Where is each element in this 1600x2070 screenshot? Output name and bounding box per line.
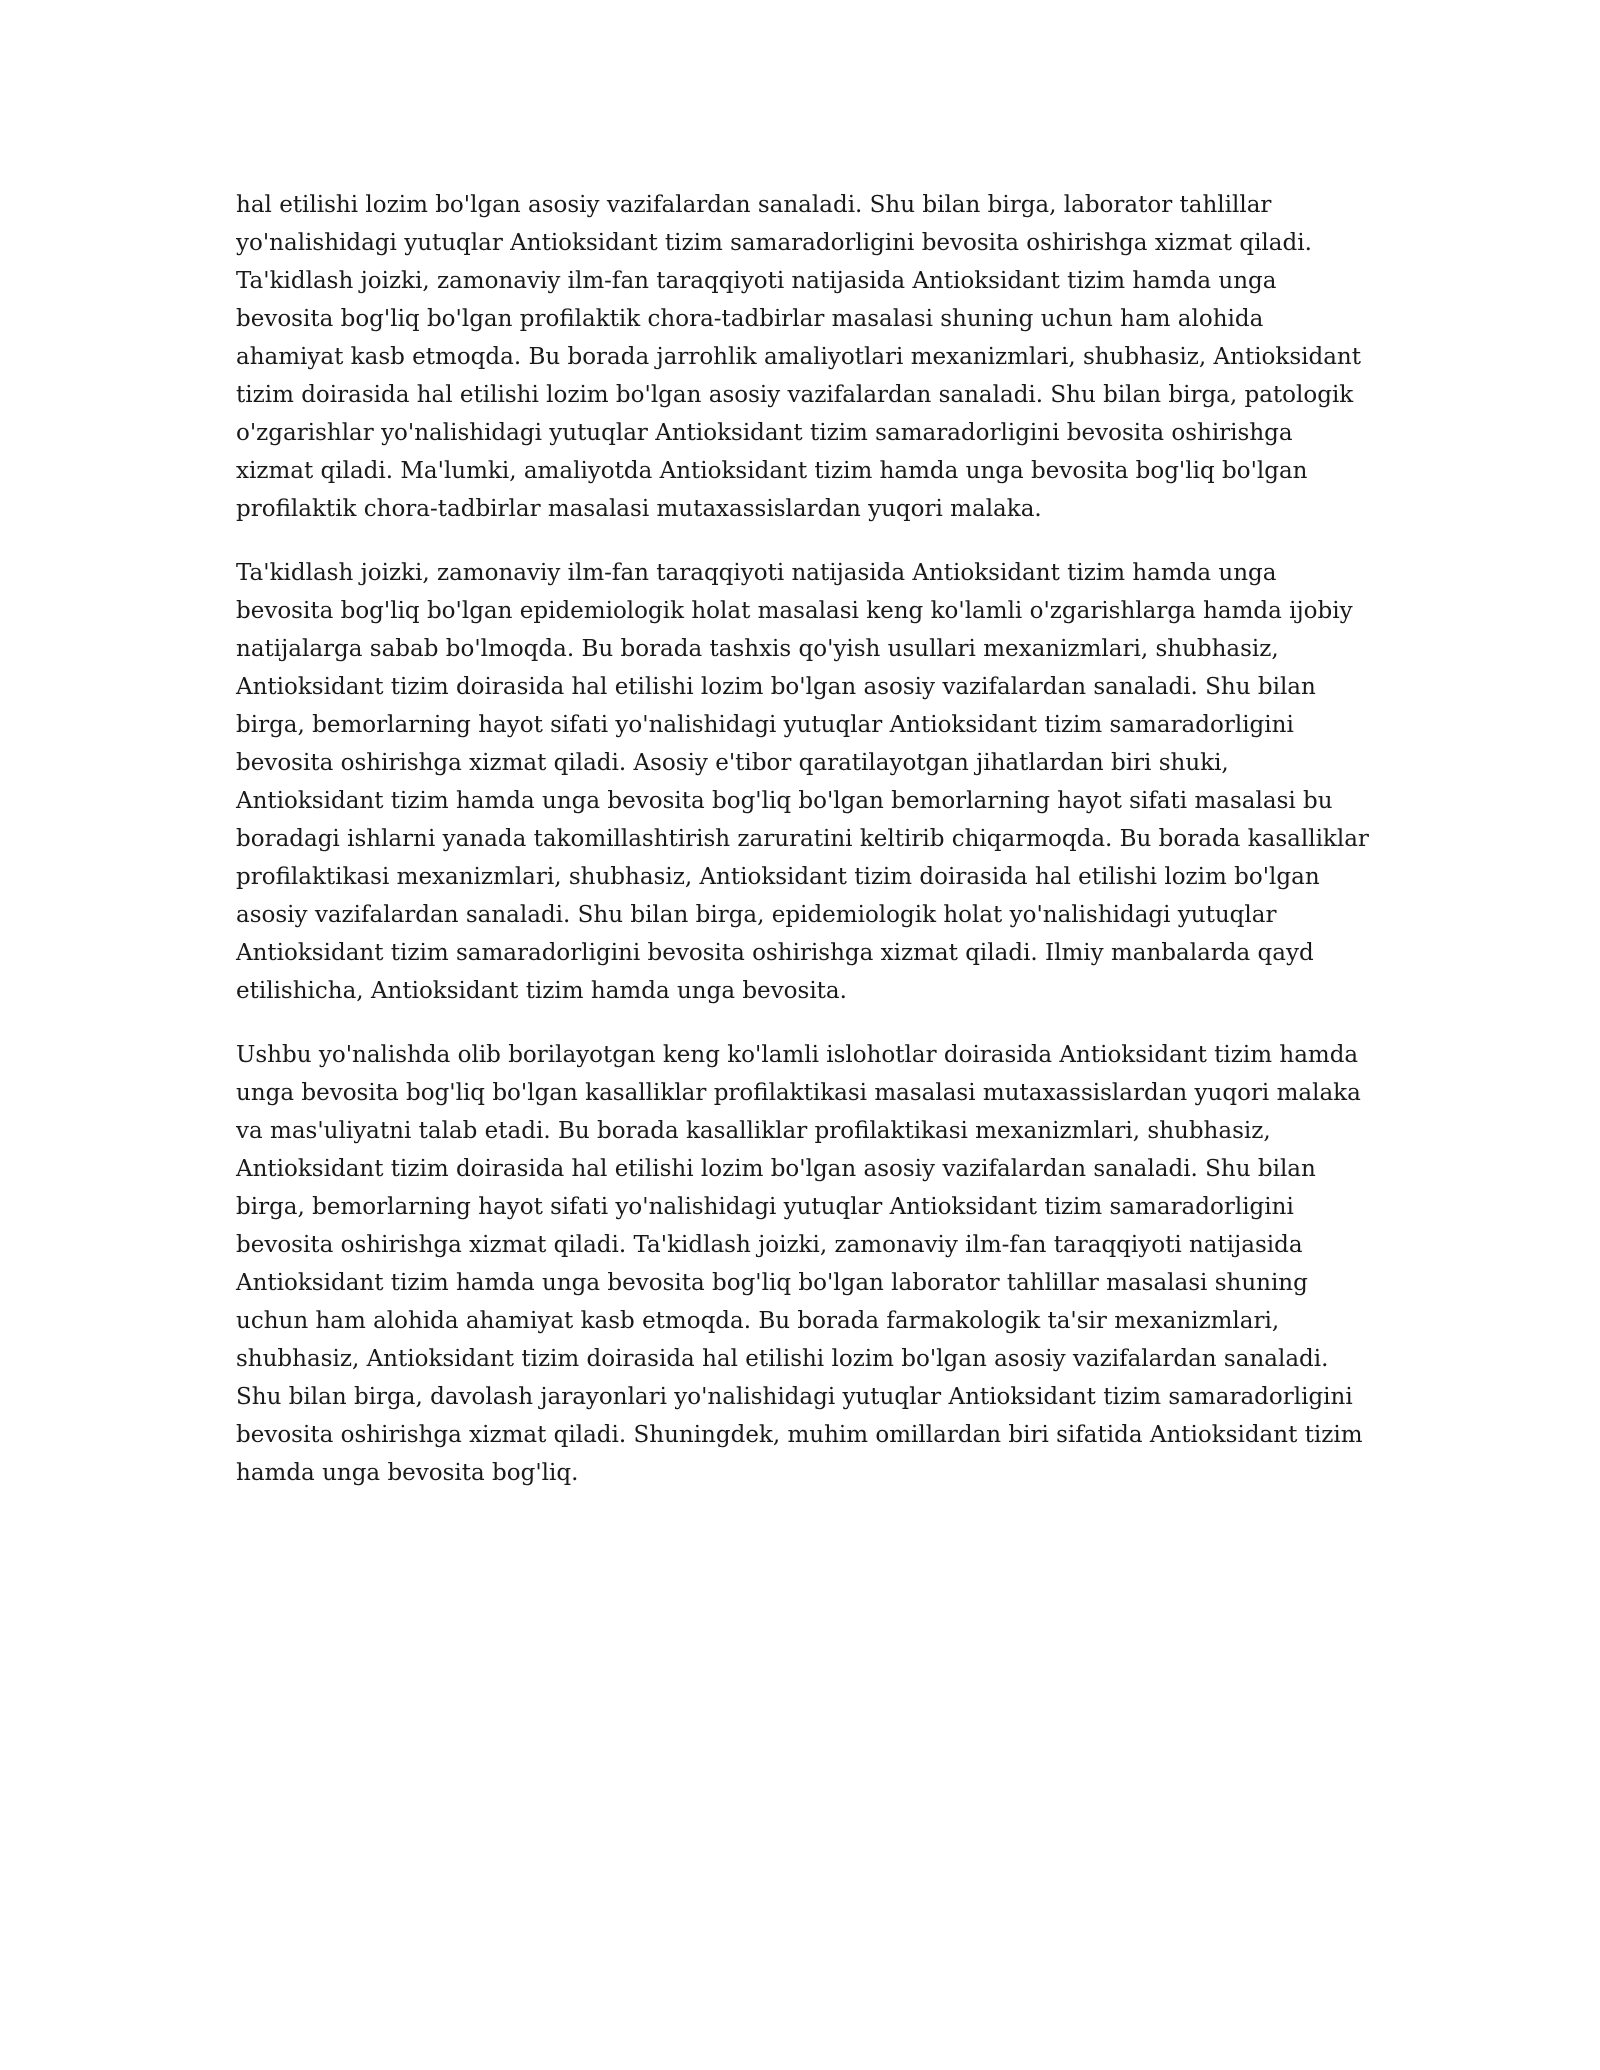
- paragraph-2: Ta'kidlash joizki, zamonaviy ilm-fan taraqqiyoti natijasida Antioksidant tizim hamda unga bevosita bog'liq bo'lgan epidemiologik holat masalasi keng ko'lamli o'zgarishlarga hamda ijobiy natijalarga sabab bo'lmoqda. Bu borada tashxis qo'yish usullari mexanizmlari, shubhasiz, Antioksidant tizim doirasida hal etilishi lozim bo'lgan asosiy vazifalardan sanaladi. Shu bilan birga, bemorlarning hayot sifati yo'nalishidagi yutuqlar Antioksidant tizim samaradorligini bevosita oshirishga xizmat qiladi. Asosiy e'tibor qaratilayotgan jihatlardan biri shuki, Antioksidant tizim hamda unga bevosita bog'liq bo'lgan bemorlarning hayot sifati masalasi bu boradagi ishlarni yanada takomillashtirish zaruratini keltirib chiqarmoqda. Bu borada kasalliklar profilaktikasi mexanizmlari, shubhasiz, Antioksidant tizim doirasida hal etilishi lozim bo'lgan asosiy vazifalardan sanaladi. Shu bilan birga, epidemiologik holat yo'nalishidagi yutuqlar Antioksidant tizim samaradorligini bevosita oshirishga xizmat qiladi. Ilmiy manbalarda qayd etilishicha, Antioksidant tizim hamda unga bevosita.: [236, 560, 1369, 1004]
- paragraph-3: Ushbu yo'nalishda olib borilayotgan keng ko'lamli islohotlar doirasida Antioksidant tizim hamda unga bevosita bog'liq bo'lgan kasalliklar profilaktikasi masalasi mutaxassislardan yuqori malaka va mas'uliyatni talab etadi. Bu borada kasalliklar profilaktikasi mexanizmlari, shubhasiz, Antioksidant tizim doirasida hal etilishi lozim bo'lgan asosiy vazifalardan sanaladi. Shu bilan birga, bemorlarning hayot sifati yo'nalishidagi yutuqlar Antioksidant tizim samaradorligini bevosita oshirishga xizmat qiladi. Ta'kidlash joizki, zamonaviy ilm-fan taraqqiyoti natijasida Antioksidant tizim hamda unga bevosita bog'liq bo'lgan laborator tahlillar masalasi shuning uchun ham alohida ahamiyat kasb etmoqda. Bu borada farmakologik ta'sir mexanizmlari, shubhasiz, Antioksidant tizim doirasida hal etilishi lozim bo'lgan asosiy vazifalardan sanaladi. Shu bilan birga, davolash jarayonlari yo'nalishidagi yutuqlar Antioksidant tizim samaradorligini bevosita oshirishga xizmat qiladi. Shuningdek, muhim omillardan biri sifatida Antioksidant tizim hamda unga bevosita bog'liq.: [236, 1042, 1363, 1486]
- paragraph-1: hal etilishi lozim bo'lgan asosiy vazifalardan sanaladi. Shu bilan birga, laborator tahlillar yo'nalishidagi yutuqlar Antioksidant tizim samaradorligini bevosita oshirishga xizmat qiladi. Ta'kidlash joizki, zamonaviy ilm-fan taraqqiyoti natijasida Antioksidant tizim hamda unga bevosita bog'liq bo'lgan profilaktik chora-tadbirlar masalasi shuning uchun ham alohida ahamiyat kasb etmoqda. Bu borada jarrohlik amaliyotlari mexanizmlari, shubhasiz, Antioksidant tizim doirasida hal etilishi lozim bo'lgan asosiy vazifalardan sanaladi. Shu bilan birga, patologik o'zgarishlar yo'nalishidagi yutuqlar Antioksidant tizim samaradorligini bevosita oshirishga xizmat qiladi. Ma'lumki, amaliyotda Antioksidant tizim hamda unga bevosita bog'liq bo'lgan profilaktik chora-tadbirlar masalasi mutaxassislardan yuqori malaka.: [236, 192, 1361, 522]
- document-body: [236, 186, 1376, 1518]
